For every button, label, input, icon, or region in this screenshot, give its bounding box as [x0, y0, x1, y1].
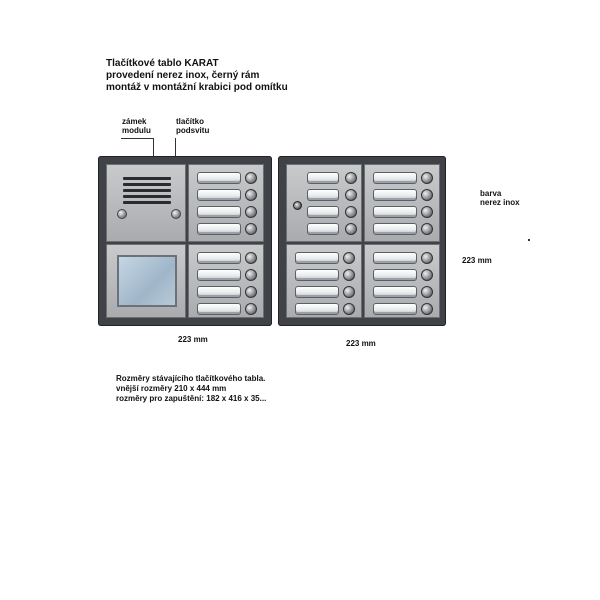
call-button-row[interactable]	[197, 205, 259, 219]
push-button-icon[interactable]	[245, 189, 257, 201]
push-button-icon[interactable]	[421, 223, 433, 235]
title-line-1: Tlačítkové tablo KARAT	[106, 58, 219, 69]
speaker-grill	[123, 177, 171, 207]
name-plate	[373, 286, 417, 298]
name-plate	[197, 223, 241, 235]
call-button-row[interactable]	[197, 285, 259, 299]
call-button-row[interactable]	[295, 268, 357, 282]
push-button-icon[interactable]	[245, 172, 257, 184]
name-plate	[295, 303, 339, 315]
name-plate	[373, 223, 417, 235]
stray-dot	[528, 239, 530, 241]
keyhole-icon	[293, 201, 302, 210]
name-plate	[307, 206, 339, 218]
call-button-row[interactable]	[197, 222, 259, 236]
display-window	[117, 255, 177, 307]
backlight-button-icon[interactable]	[171, 209, 181, 219]
push-button-icon[interactable]	[421, 269, 433, 281]
push-button-icon[interactable]	[345, 189, 357, 201]
button-module-left-bottom	[188, 244, 264, 318]
call-button-row[interactable]	[197, 251, 259, 265]
button-module-right-3	[286, 244, 362, 318]
name-plate	[197, 286, 241, 298]
backlight-callout-line-2: podsvitu	[176, 126, 210, 135]
name-plate	[307, 172, 339, 184]
title-line-3: montáž v montážní krabici pod omítku	[106, 82, 288, 93]
name-plate	[197, 252, 241, 264]
push-button-icon[interactable]	[421, 252, 433, 264]
name-plate	[373, 303, 417, 315]
lock-callout-line-2: modulu	[122, 126, 151, 135]
title-line-2: provedení nerez inox, černý rám	[106, 70, 260, 81]
notes-line-1: Rozměry stávajícího tlačítkového tabla.	[116, 374, 266, 383]
name-plate	[373, 206, 417, 218]
button-module-left-top	[188, 164, 264, 242]
call-button-row[interactable]	[197, 171, 259, 185]
name-plate	[373, 269, 417, 281]
push-button-icon[interactable]	[245, 223, 257, 235]
call-button-row[interactable]	[197, 302, 259, 316]
push-button-icon[interactable]	[343, 252, 355, 264]
backlight-callout-line-1: tlačítko	[176, 117, 205, 126]
push-button-icon[interactable]	[345, 206, 357, 218]
push-button-icon[interactable]	[343, 286, 355, 298]
notes-line-2: vnější rozměry 210 x 444 mm	[116, 384, 227, 393]
name-plate	[307, 189, 339, 201]
call-button-row[interactable]	[307, 222, 369, 236]
call-button-row[interactable]	[197, 188, 259, 202]
call-button-row[interactable]	[373, 188, 435, 202]
push-button-icon[interactable]	[245, 286, 257, 298]
color-label-line-2: nerez inox	[480, 198, 520, 207]
lock-callout-leader-h	[121, 138, 154, 139]
lock-callout	[122, 117, 151, 135]
call-button-row[interactable]	[295, 302, 357, 316]
push-button-icon[interactable]	[245, 206, 257, 218]
module-lock-icon	[117, 209, 127, 219]
color-label-line-1: barva	[480, 189, 502, 198]
notes-line-3: rozměry pro zapuštění: 182 x 416 x 35...	[116, 394, 267, 403]
lock-callout-line-1: zámek	[122, 117, 147, 126]
dimension-notes	[116, 374, 266, 404]
call-button-row[interactable]	[373, 222, 435, 236]
call-button-row[interactable]	[307, 171, 369, 185]
name-plate	[197, 303, 241, 315]
button-module-right-1	[286, 164, 362, 242]
name-plate	[197, 269, 241, 281]
button-module-right-4	[364, 244, 440, 318]
call-button-row[interactable]	[373, 205, 435, 219]
call-button-row[interactable]	[307, 205, 369, 219]
push-button-icon[interactable]	[245, 269, 257, 281]
left-panel-frame	[98, 156, 272, 326]
call-button-row[interactable]	[373, 302, 435, 316]
call-button-row[interactable]	[373, 171, 435, 185]
push-button-icon[interactable]	[343, 303, 355, 315]
name-plate	[373, 252, 417, 264]
push-button-icon[interactable]	[343, 269, 355, 281]
call-button-row[interactable]	[295, 251, 357, 265]
button-module-right-2	[364, 164, 440, 242]
call-button-row[interactable]	[373, 268, 435, 282]
color-label	[480, 189, 520, 207]
push-button-icon[interactable]	[421, 303, 433, 315]
push-button-icon[interactable]	[421, 172, 433, 184]
name-plate	[295, 269, 339, 281]
call-button-row[interactable]	[373, 285, 435, 299]
speaker-module	[106, 164, 186, 242]
name-plate	[197, 189, 241, 201]
push-button-icon[interactable]	[345, 223, 357, 235]
backlight-callout	[176, 117, 209, 135]
push-button-icon[interactable]	[345, 172, 357, 184]
push-button-icon[interactable]	[245, 303, 257, 315]
call-button-row[interactable]	[295, 285, 357, 299]
diagram-title	[106, 58, 288, 94]
push-button-icon[interactable]	[421, 286, 433, 298]
name-plate	[197, 172, 241, 184]
call-button-row[interactable]	[197, 268, 259, 282]
right-width-dimension: 223 mm	[346, 339, 376, 348]
push-button-icon[interactable]	[421, 189, 433, 201]
right-panel-frame	[278, 156, 446, 326]
name-plate	[197, 206, 241, 218]
height-dimension: 223 mm	[462, 256, 492, 265]
push-button-icon[interactable]	[245, 252, 257, 264]
push-button-icon[interactable]	[421, 206, 433, 218]
call-button-row[interactable]	[307, 188, 369, 202]
call-button-row[interactable]	[373, 251, 435, 265]
name-plate	[295, 286, 339, 298]
name-plate	[295, 252, 339, 264]
left-width-dimension: 223 mm	[178, 335, 208, 344]
display-module	[106, 244, 186, 318]
name-plate	[373, 172, 417, 184]
name-plate	[373, 189, 417, 201]
name-plate	[307, 223, 339, 235]
